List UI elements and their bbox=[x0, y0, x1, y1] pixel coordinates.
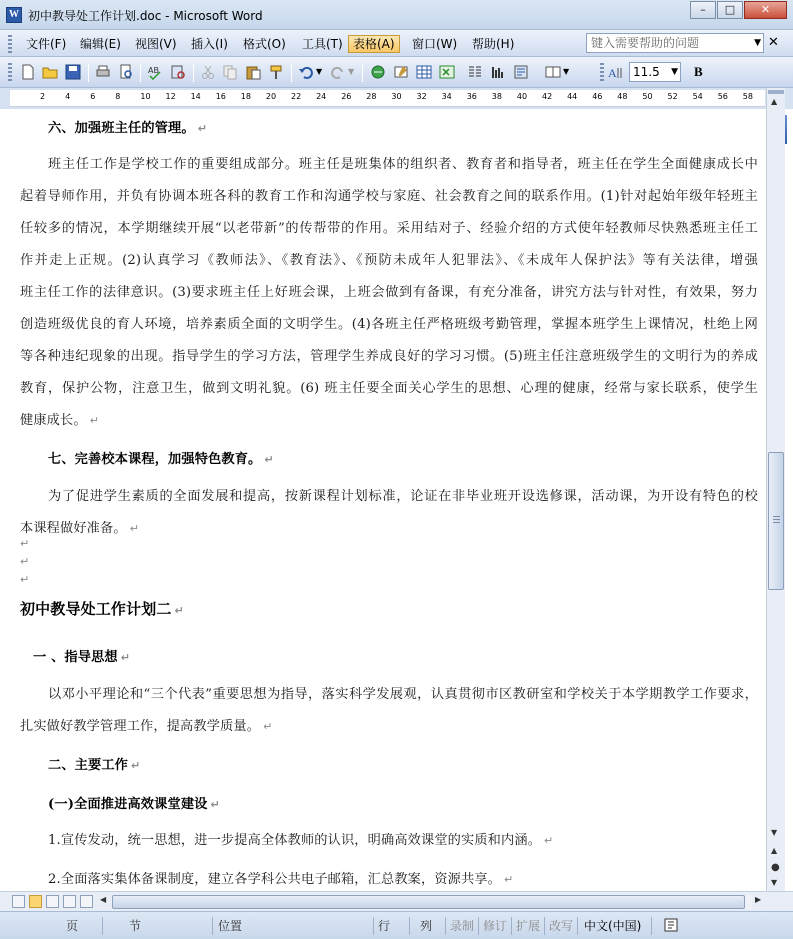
research-icon[interactable] bbox=[170, 64, 186, 80]
line-text: 六、加强班主任的管理。 bbox=[48, 121, 195, 136]
paragraph-mark-icon: ↵ bbox=[20, 537, 30, 550]
status-record[interactable]: 录制 bbox=[446, 917, 479, 935]
line-text: 2.全面落实集体备课制度，建立各学科公共电子邮箱，汇总教案，资源共享。 bbox=[48, 872, 502, 887]
hyperlink-icon[interactable] bbox=[370, 64, 386, 80]
print-preview-icon[interactable] bbox=[118, 64, 134, 80]
reading-layout-view-icon[interactable] bbox=[80, 895, 93, 908]
scroll-right-icon[interactable]: ▶ bbox=[755, 895, 762, 904]
menu-tools[interactable]: 工具(T) bbox=[302, 37, 343, 51]
next-page-icon[interactable]: ▼ bbox=[771, 878, 778, 887]
redo-dropdown-icon[interactable]: ▼ bbox=[348, 67, 355, 76]
paragraph-mark-icon: ↵ bbox=[210, 798, 220, 811]
paste-icon[interactable] bbox=[245, 64, 261, 80]
paragraph-mark-icon: ↵ bbox=[131, 759, 141, 772]
line-text: 起着导师作用，并负有协调本班各科的教育工作和沟通学校与家庭、社会教育之间的联系作用。(1)针对起始年级年轻班主 bbox=[20, 189, 758, 204]
line-text: 本课程做好准备。 bbox=[20, 521, 127, 536]
spellcheck-icon[interactable] bbox=[147, 64, 163, 80]
menu-format[interactable]: 格式(O) bbox=[243, 37, 286, 51]
status-language[interactable]: 中文(中国) bbox=[580, 917, 652, 935]
ruler-mark: 28 bbox=[366, 92, 377, 101]
paragraph-line[interactable] bbox=[20, 313, 758, 332]
paragraph-line[interactable] bbox=[20, 281, 758, 300]
menu-window[interactable]: 窗口(W) bbox=[412, 37, 458, 51]
ruler-mark: 56 bbox=[717, 92, 728, 101]
paragraph-mark-icon: ↵ bbox=[263, 720, 273, 733]
toolbar-separator bbox=[88, 64, 89, 82]
ruler-mark: 10 bbox=[140, 92, 151, 101]
paragraph-mark-icon: ↵ bbox=[20, 573, 30, 586]
status-column[interactable]: 列 bbox=[410, 917, 446, 935]
toolbar-separator bbox=[362, 64, 363, 82]
ruler-mark: 52 bbox=[667, 92, 678, 101]
status-page[interactable]: 页 bbox=[8, 917, 103, 935]
paragraph-line[interactable] bbox=[20, 409, 758, 428]
toolbar-separator bbox=[193, 64, 194, 82]
document-heading[interactable] bbox=[20, 598, 758, 619]
paragraph-mark-icon: ↵ bbox=[264, 453, 274, 466]
read-dropdown-icon[interactable]: ▼ bbox=[563, 67, 570, 76]
status-overtype[interactable]: 改写 bbox=[545, 917, 578, 935]
ruler-mark: 4 bbox=[65, 92, 71, 101]
font-size-select[interactable] bbox=[629, 62, 681, 82]
section-heading[interactable] bbox=[20, 448, 758, 467]
svg-text:A: A bbox=[608, 66, 617, 80]
help-search-input[interactable] bbox=[586, 33, 764, 53]
chevron-down-icon[interactable]: ▼ bbox=[754, 38, 761, 48]
ruler-mark: 16 bbox=[215, 92, 226, 101]
ruler-mark: 44 bbox=[567, 92, 578, 101]
paragraph-line[interactable] bbox=[20, 185, 758, 204]
window-controls bbox=[689, 1, 787, 19]
scroll-down-icon[interactable]: ▼ bbox=[771, 828, 778, 837]
paragraph-mark-icon: ↵ bbox=[174, 604, 184, 617]
ruler-mark: 58 bbox=[742, 92, 753, 101]
paragraph-line[interactable] bbox=[20, 249, 758, 268]
columns-icon[interactable] bbox=[467, 64, 483, 80]
bold-button[interactable]: B bbox=[694, 64, 703, 79]
scroll-left-icon[interactable]: ◀ bbox=[100, 895, 107, 904]
horizontal-scroll-thumb[interactable] bbox=[112, 895, 745, 909]
section-heading[interactable] bbox=[20, 646, 758, 665]
ruler-mark: 54 bbox=[692, 92, 703, 101]
line-text: 以邓小平理论和“三个代表”重要思想为指导，落实科学发展观，认真贯彻市区教研室和学校关于本学期教学工作要求， bbox=[48, 687, 758, 702]
undo-icon[interactable] bbox=[298, 64, 314, 80]
line-text: 创造班级优良的育人环境，培养素质全面的文明学生。(4)各班主任严格班级考勤管理，掌握本班学生上课情况，杜绝上网 bbox=[20, 317, 758, 332]
tables-borders-icon[interactable] bbox=[393, 64, 409, 80]
paragraph-line[interactable] bbox=[20, 485, 758, 504]
cut-icon[interactable] bbox=[200, 64, 216, 80]
ruler-mark: 20 bbox=[265, 92, 277, 101]
copy-icon[interactable] bbox=[222, 64, 238, 80]
line-text: 一 、指导思想 bbox=[33, 650, 118, 665]
paragraph-mark-icon: ↵ bbox=[20, 555, 30, 568]
web-layout-view-icon[interactable] bbox=[29, 895, 42, 908]
paragraph-line[interactable] bbox=[20, 517, 758, 536]
menu-table[interactable]: 表格(A) bbox=[348, 35, 400, 53]
select-browse-object-icon[interactable]: ● bbox=[771, 862, 780, 873]
title-bar bbox=[0, 0, 793, 30]
ruler-mark: 18 bbox=[240, 92, 251, 101]
toolbar-grip-icon[interactable] bbox=[600, 63, 604, 83]
previous-page-icon[interactable]: ▲ bbox=[771, 846, 778, 855]
print-layout-view-icon[interactable] bbox=[46, 895, 59, 908]
menu-help[interactable]: 帮助(H) bbox=[472, 37, 515, 51]
document-map-icon[interactable] bbox=[513, 64, 529, 80]
drawing-icon[interactable] bbox=[490, 64, 506, 80]
status-bar bbox=[0, 911, 793, 939]
vertical-scroll-thumb[interactable] bbox=[768, 452, 784, 590]
insert-table-icon[interactable] bbox=[416, 64, 432, 80]
save-icon[interactable] bbox=[65, 64, 81, 80]
paragraph-line[interactable] bbox=[20, 345, 758, 364]
ruler-mark: 8 bbox=[115, 92, 121, 101]
word-app-icon[interactable]: W bbox=[6, 7, 22, 23]
menu-edit[interactable]: 编辑(E) bbox=[80, 37, 121, 51]
minimize-button[interactable]: – bbox=[690, 1, 716, 19]
line-text: 班主任工作的法律意识。(3)要求班主任上好班会课，上班会做到有备课，有充分准备，讲究方法与针对性，有效果，努力 bbox=[20, 285, 758, 300]
normal-view-icon[interactable] bbox=[12, 895, 25, 908]
chevron-down-icon[interactable]: ▼ bbox=[671, 67, 678, 77]
paragraph-line[interactable] bbox=[20, 377, 758, 396]
vertical-scrollbar[interactable] bbox=[766, 88, 785, 891]
line-text: (一)全面推进高效课堂建设 bbox=[48, 797, 208, 812]
horizontal-ruler[interactable] bbox=[10, 90, 765, 107]
paragraph-line[interactable] bbox=[20, 683, 758, 702]
menu-view[interactable]: 视图(V) bbox=[135, 37, 177, 51]
menu-file[interactable]: 文件(F) bbox=[26, 37, 67, 51]
close-button[interactable]: ✕ bbox=[744, 1, 787, 19]
paragraph-line[interactable] bbox=[20, 829, 758, 848]
line-text: 健康成长。 bbox=[20, 413, 87, 428]
line-text: 作并走上正规。(2)认真学习《教师法》、《教育法》、《预防未成年人犯罪法》、《未成年人保护法》等有关法律，增强 bbox=[20, 253, 758, 268]
ruler-mark: 50 bbox=[642, 92, 653, 101]
ruler-mark: 14 bbox=[190, 92, 201, 101]
menu-insert[interactable]: 插入(I) bbox=[191, 37, 228, 51]
paragraph-mark-icon: ↵ bbox=[197, 122, 208, 135]
line-text: 1.宣传发动，统一思想，进一步提高全体教师的认识，明确高效课堂的实质和内涵。 bbox=[48, 833, 542, 848]
line-text: 二、主要工作 bbox=[48, 758, 129, 773]
ruler-mark: 6 bbox=[90, 92, 96, 101]
section-heading[interactable] bbox=[20, 754, 758, 773]
ruler-mark: 32 bbox=[416, 92, 427, 101]
paragraph-line[interactable] bbox=[20, 715, 758, 734]
print-icon[interactable] bbox=[95, 64, 111, 80]
toolbar-separator bbox=[140, 64, 141, 82]
ruler-mark: 48 bbox=[617, 92, 628, 101]
ruler-mark: 12 bbox=[165, 92, 176, 101]
scroll-up-icon[interactable]: ▲ bbox=[771, 97, 778, 106]
line-text: 教育，保护公物，注意卫生，做到文明礼貌。(6) 班主任要全面关心学生的思想、心理的健康，经常与家长联系，使学生 bbox=[20, 381, 758, 396]
line-text: 任较多的情况，本学期继续开展“以老带新”的传帮带的作用。采用结对子、经验介绍的方式使年轻教师尽快熟悉班主任工 bbox=[20, 221, 758, 236]
style-icon[interactable] bbox=[608, 64, 624, 80]
spelling-status-icon[interactable] bbox=[664, 918, 680, 932]
section-heading[interactable] bbox=[20, 793, 758, 812]
doc-close-icon[interactable]: ✕ bbox=[768, 35, 779, 50]
view-and-hscroll-bar bbox=[0, 891, 793, 911]
status-revision[interactable]: 修订 bbox=[479, 917, 512, 935]
paragraph-mark-icon: ↵ bbox=[120, 651, 131, 664]
help-placeholder: 键入需要帮助的问题 bbox=[591, 36, 700, 50]
ruler-mark: 26 bbox=[341, 92, 352, 101]
toolbar-separator bbox=[291, 64, 292, 82]
ruler-mark: 30 bbox=[391, 92, 402, 101]
menubar-grip-icon[interactable] bbox=[8, 35, 12, 53]
scroll-grip-icon bbox=[773, 516, 780, 524]
section-heading[interactable] bbox=[20, 117, 758, 136]
paragraph-line[interactable] bbox=[20, 217, 758, 236]
ruler-mark: 42 bbox=[542, 92, 553, 101]
paragraph-mark-icon: ↵ bbox=[504, 873, 514, 886]
line-text: 等各种违纪现象的出现。指导学生的学习方法，管理学生养成良好的学习习惯。(5)班主任注意班级学生的文明行为的养成 bbox=[20, 349, 758, 364]
format-painter-icon[interactable] bbox=[268, 64, 284, 80]
read-icon[interactable] bbox=[545, 64, 561, 80]
undo-dropdown-icon[interactable]: ▼ bbox=[316, 67, 323, 76]
split-handle[interactable] bbox=[768, 90, 784, 94]
new-icon[interactable] bbox=[20, 64, 36, 80]
status-extend[interactable]: 扩展 bbox=[512, 917, 545, 935]
status-section[interactable]: 节 bbox=[103, 917, 213, 935]
line-text: 班主任工作是学校工作的重要组成部分。班主任是班集体的组织者、教育者和指导者，班主任在学生全面健康成长中 bbox=[48, 157, 758, 172]
paragraph-line[interactable] bbox=[20, 153, 758, 172]
font-size-value: 11.5 bbox=[633, 65, 660, 79]
ruler-mark: 34 bbox=[441, 92, 452, 101]
ruler-mark: 24 bbox=[316, 92, 327, 101]
toolbar-grip-icon[interactable] bbox=[8, 63, 12, 83]
line-text: 扎实做好教学管理工作，提高教学质量。 bbox=[20, 719, 261, 734]
ruler-mark: 40 bbox=[516, 92, 528, 101]
paragraph-line[interactable] bbox=[20, 868, 758, 887]
ruler-mark: 22 bbox=[291, 92, 302, 101]
line-text: 初中教导处工作计划二 bbox=[20, 600, 172, 618]
paragraph-mark-icon: ↵ bbox=[129, 522, 140, 535]
ruler-mark: 46 bbox=[592, 92, 603, 101]
status-line[interactable]: 行 bbox=[374, 917, 410, 935]
insert-excel-icon[interactable] bbox=[439, 64, 455, 80]
redo-icon[interactable] bbox=[330, 64, 346, 80]
line-text: 为了促进学生素质的全面发展和提高，按新课程计划标准，论证在非毕业班开设选修课，活动课，为开设有特色的校 bbox=[48, 489, 758, 504]
ruler-mark: 36 bbox=[466, 92, 477, 101]
maximize-button[interactable]: □ bbox=[717, 1, 743, 19]
document-area[interactable] bbox=[0, 109, 766, 891]
ruler-mark: 38 bbox=[491, 92, 502, 101]
outline-view-icon[interactable] bbox=[63, 895, 76, 908]
svg-text:AB: AB bbox=[148, 66, 159, 75]
paragraph-mark-icon: ↵ bbox=[89, 414, 100, 427]
ruler-mark: 2 bbox=[40, 92, 46, 101]
open-icon[interactable] bbox=[42, 64, 58, 80]
line-text: 七、完善校本课程，加强特色教育。 bbox=[48, 452, 262, 467]
window-title: 初中教导处工作计划.doc - Microsoft Word bbox=[28, 9, 263, 23]
status-position[interactable]: 位置 bbox=[214, 917, 374, 935]
paragraph-mark-icon: ↵ bbox=[544, 834, 554, 847]
